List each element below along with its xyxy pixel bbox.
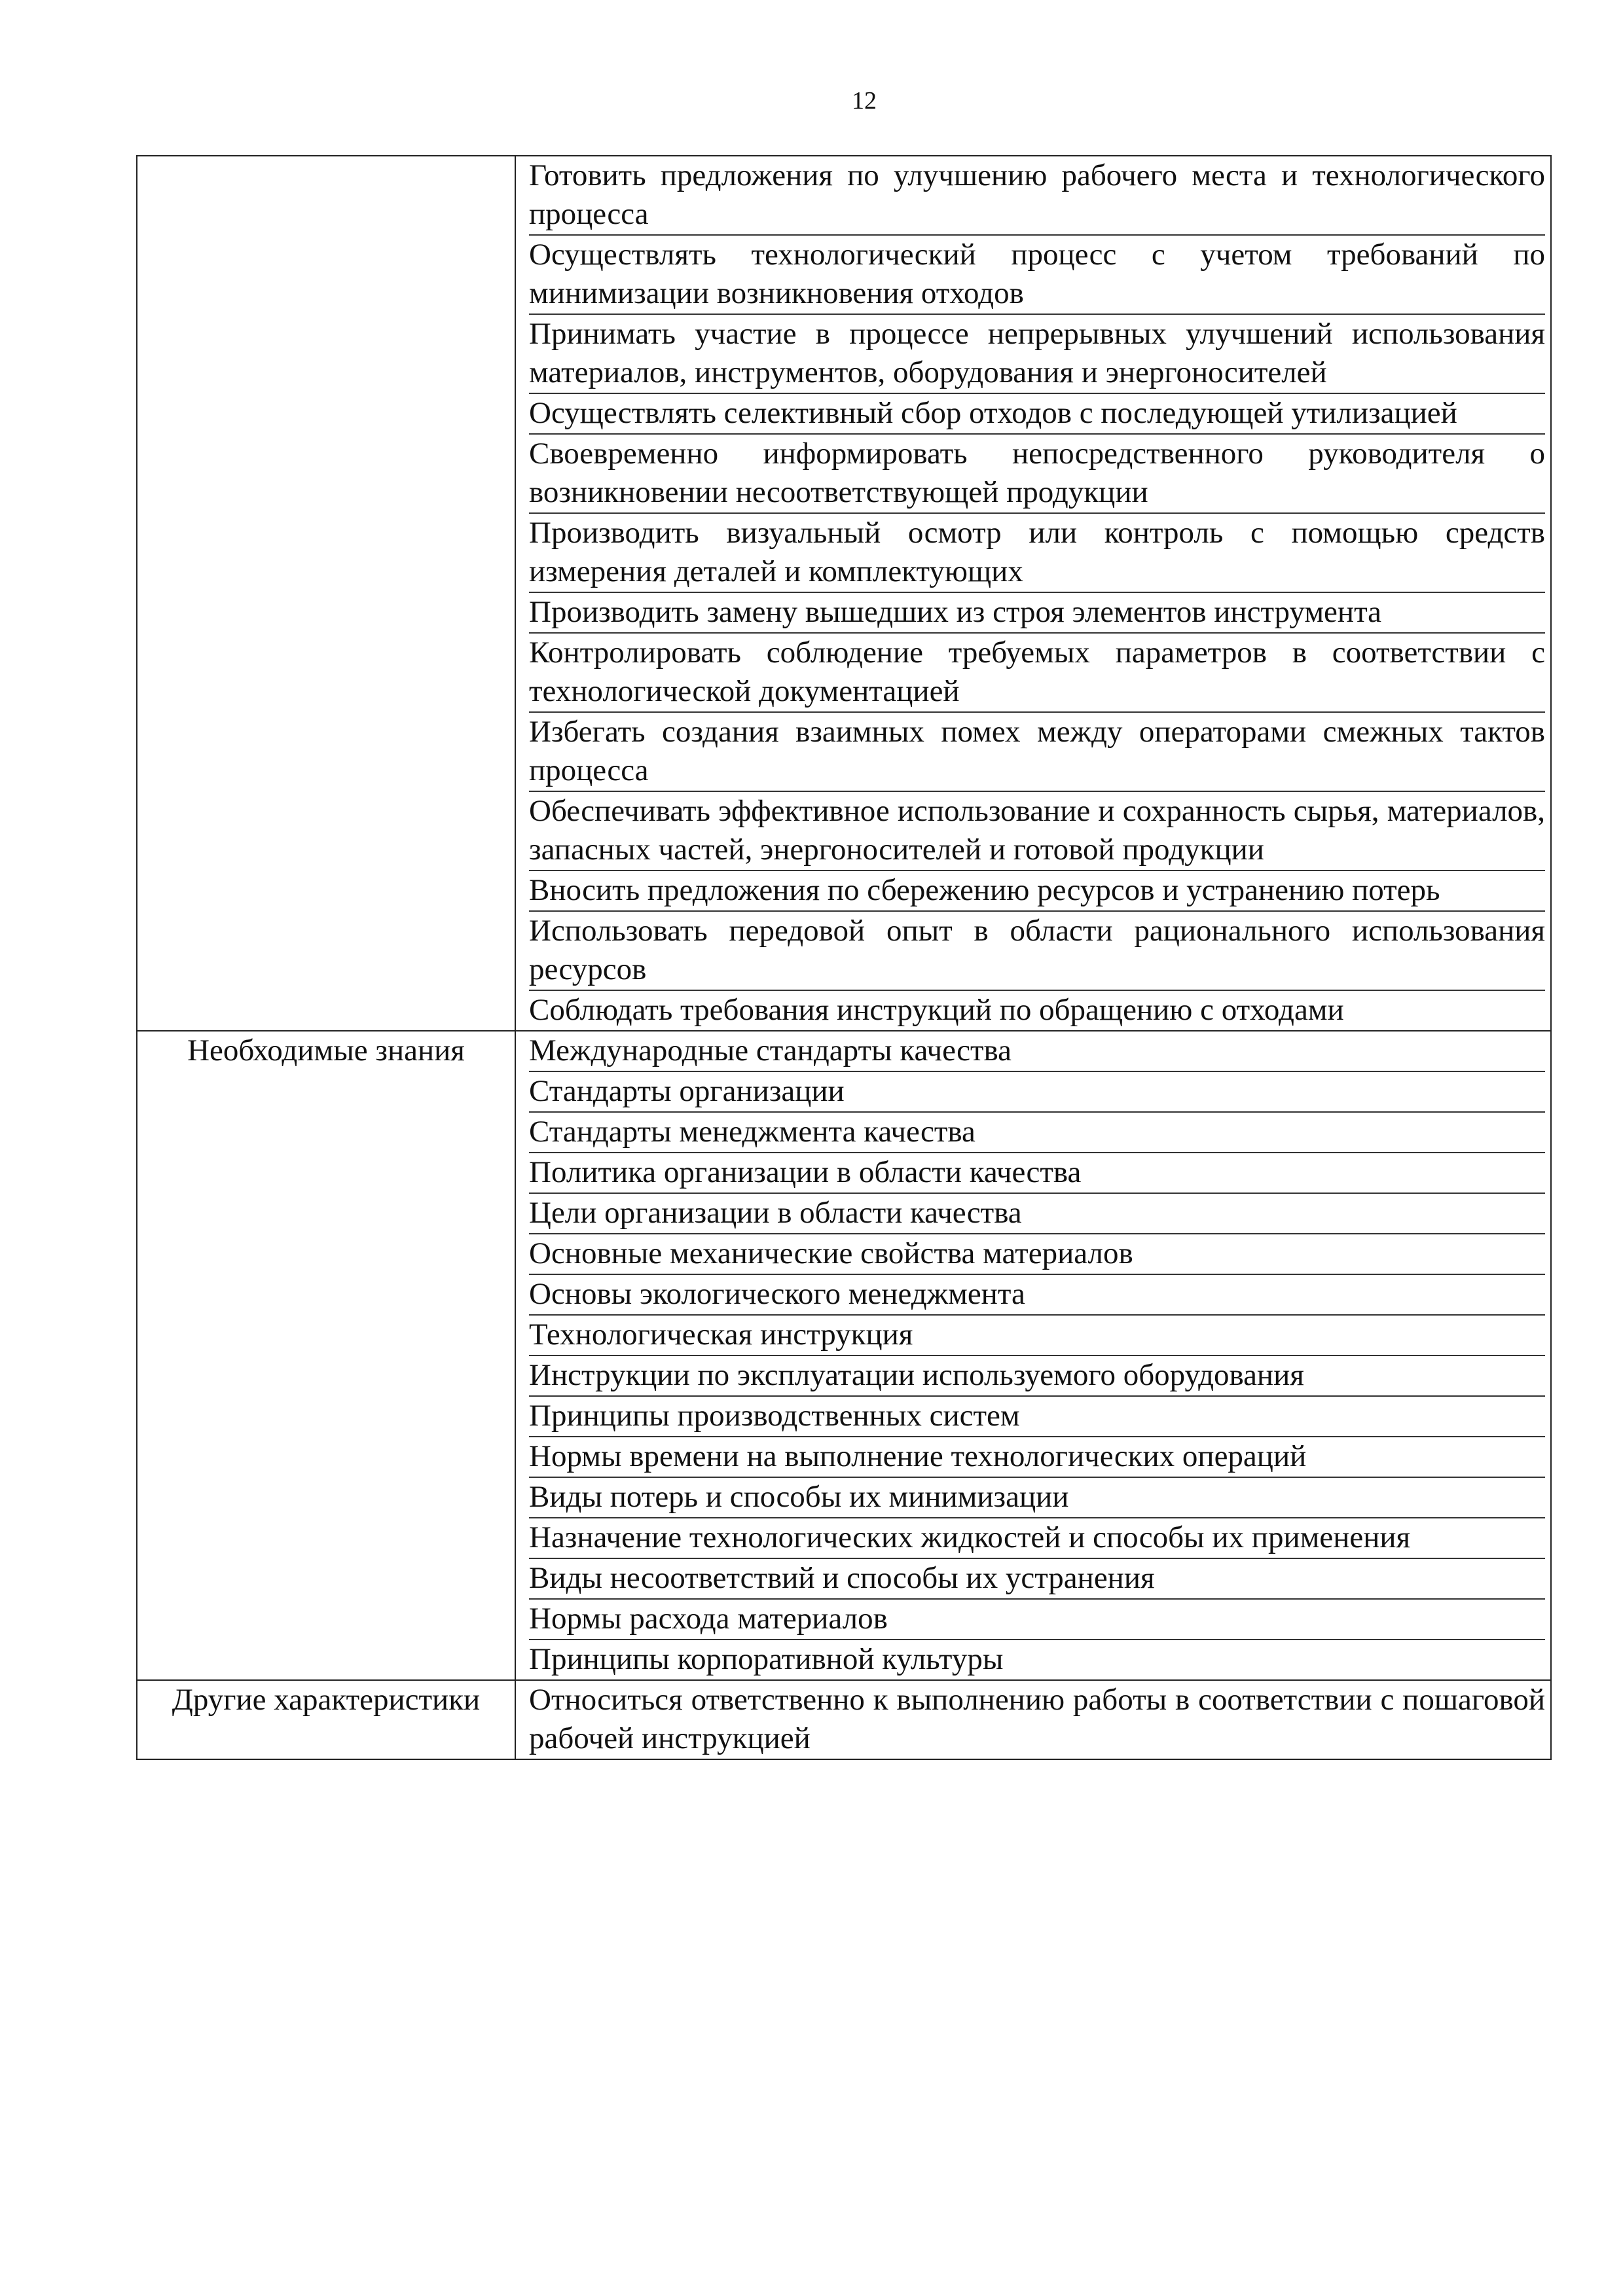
list-item: Виды несоответствий и способы их устранения <box>529 1559 1545 1600</box>
list-item: Соблюдать требования инструкций по обращению с отходами <box>529 993 1344 1027</box>
list-item: Избегать создания взаимных помех между операторами смежных тактов процесса <box>529 713 1545 792</box>
list-item: Относиться ответственно к выполнению работы в соответствии с пошаговой рабочей инструкцией <box>529 1683 1545 1755</box>
list-item: Производить визуальный осмотр или контроль с помощью средств измерения деталей и комплектующих <box>529 514 1545 593</box>
list-item: Инструкции по эксплуатации используемого оборудования <box>529 1356 1545 1397</box>
list-item: Технологическая инструкция <box>529 1316 1545 1356</box>
list-item: Нормы времени на выполнение технологических операций <box>529 1437 1545 1478</box>
table-row-skills <box>137 156 1551 1031</box>
list-item: Вносить предложения по сбережению ресурсов и устранению потерь <box>529 871 1545 912</box>
row-label <box>137 156 515 1031</box>
row-label: Другие характеристики <box>137 1680 515 1759</box>
list-item: Принципы производственных систем <box>529 1397 1545 1437</box>
row-items <box>515 156 1551 1031</box>
table-row-knowledge <box>137 1031 1551 1680</box>
row-items <box>515 1680 1551 1759</box>
list-item: Своевременно информировать непосредственного руководителя о возникновении несоответствующей продукции <box>529 435 1545 514</box>
list-item: Принимать участие в процессе непрерывных улучшений использования материалов, инструментов, оборудования и энергоносителей <box>529 315 1545 394</box>
list-item: Стандарты организации <box>529 1072 1545 1113</box>
list-item: Осуществлять технологический процесс с учетом требований по минимизации возникновения отходов <box>529 236 1545 315</box>
requirements-table <box>136 155 1552 1760</box>
list-item: Виды потерь и способы их минимизации <box>529 1478 1545 1518</box>
list-item: Обеспечивать эффективное использование и сохранность сырья, материалов, запасных частей, энергоносителей и готовой продукции <box>529 792 1545 871</box>
table-row-other <box>137 1680 1551 1759</box>
list-item: Осуществлять селективный сбор отходов с последующей утилизацией <box>529 394 1545 435</box>
list-item: Нормы расхода материалов <box>529 1600 1545 1640</box>
list-item: Использовать передовой опыт в области рационального использования ресурсов <box>529 912 1545 991</box>
list-item: Готовить предложения по улучшению рабочего места и технологического процесса <box>529 156 1545 236</box>
list-item: Принципы корпоративной культуры <box>529 1642 1004 1676</box>
list-item: Назначение технологических жидкостей и способы их применения <box>529 1518 1545 1559</box>
list-item: Цели организации в области качества <box>529 1194 1545 1234</box>
page-number: 12 <box>852 87 877 115</box>
list-item: Стандарты менеджмента качества <box>529 1113 1545 1153</box>
list-item: Производить замену вышедших из строя элементов инструмента <box>529 593 1545 634</box>
row-label: Необходимые знания <box>137 1031 515 1680</box>
list-item: Политика организации в области качества <box>529 1153 1545 1194</box>
row-items <box>515 1031 1551 1680</box>
list-item: Контролировать соблюдение требуемых параметров в соответствии с технологической документацией <box>529 634 1545 713</box>
list-item: Основы экологического менеджмента <box>529 1275 1545 1316</box>
list-item: Международные стандарты качества <box>529 1031 1545 1072</box>
list-item: Основные механические свойства материалов <box>529 1234 1545 1275</box>
